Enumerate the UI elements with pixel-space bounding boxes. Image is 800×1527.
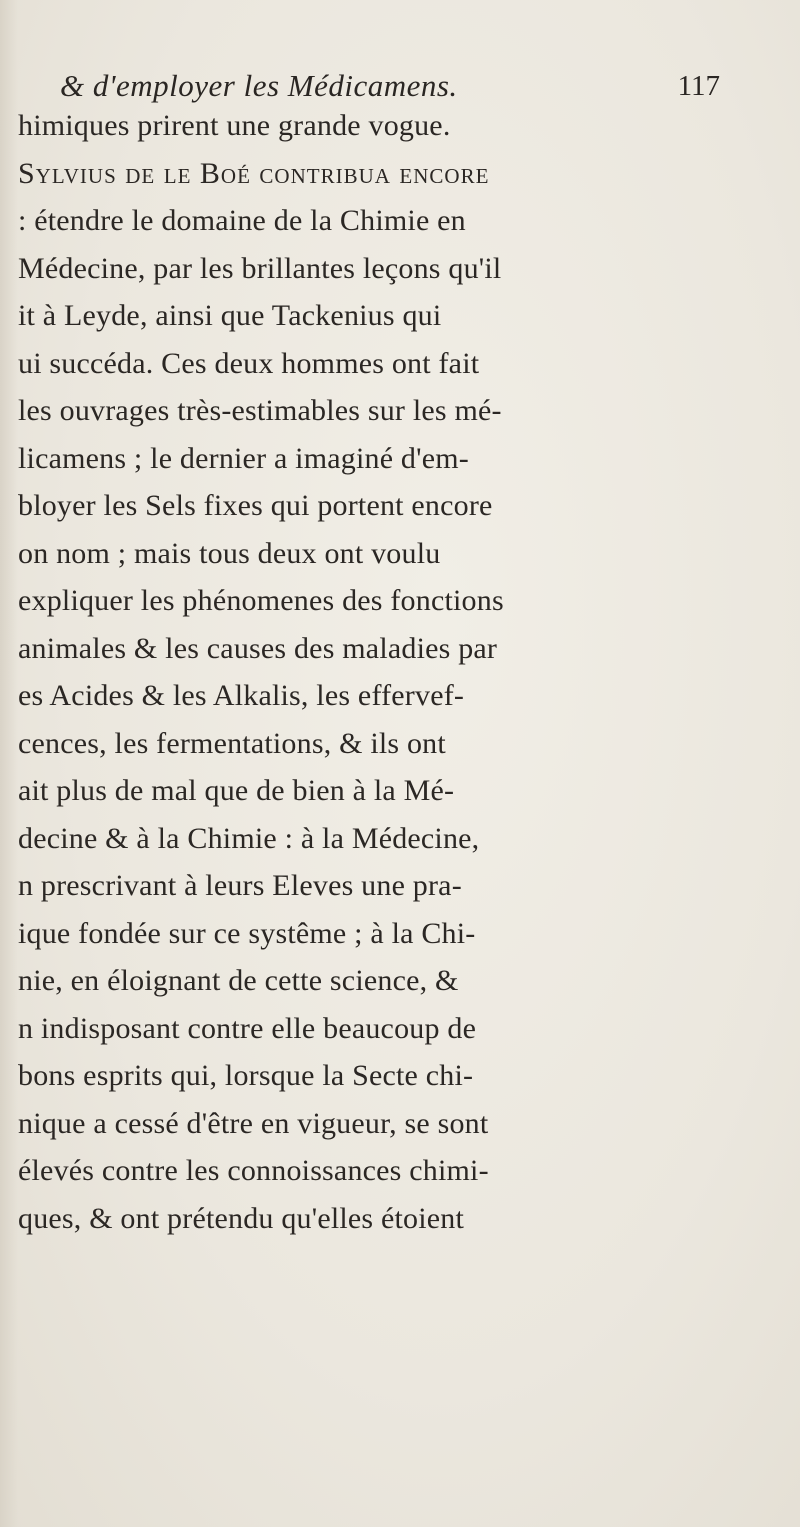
text-line: n prescrivant à leurs Eleves une pra-: [18, 869, 462, 902]
text-line: licamens ; le dernier a imaginé d'em-: [18, 441, 469, 475]
text-line: bloyer les Sels fixes qui portent encore: [18, 489, 493, 522]
text-body: [18, 102, 798, 1242]
text-line: nique a cessé d'être en vigueur, se sont: [18, 1106, 489, 1140]
page-number: 117: [677, 70, 720, 102]
text-line: ques, & ont prétendu qu'elles étoient: [18, 1201, 465, 1235]
text-line: ique fondée sur ce systême ; à la Chi-: [18, 916, 476, 950]
gutter-shadow: [0, 0, 18, 1527]
text-line: Médecine, par les brillantes leçons qu'il: [18, 251, 502, 285]
text-line: Sylvius de le Boé contribua encore: [18, 156, 490, 190]
text-line: expliquer les phénomenes des fonctions: [18, 584, 504, 617]
text-line: : étendre le domaine de la Chimie en: [18, 204, 466, 237]
text-line: on nom ; mais tous deux ont voulu: [18, 536, 441, 570]
text-line: it à Leyde, ainsi que Tackenius qui: [18, 299, 442, 332]
text-line: n indisposant contre elle beaucoup de: [18, 1011, 477, 1045]
text-line: ait plus de mal que de bien à la Mé-: [18, 774, 455, 807]
text-line: les ouvrages très-estimables sur les mé-: [18, 394, 502, 427]
text-line: cences, les fermentations, & ils ont: [18, 726, 446, 760]
text-line: bons esprits qui, lorsque la Secte chi-: [18, 1059, 474, 1092]
text-line: decine & à la Chimie : à la Médecine,: [18, 821, 480, 855]
text-line: élevés contre les connoissances chimi-: [18, 1154, 489, 1187]
running-title: & d'employer les Médicamens.: [60, 68, 458, 103]
text-line: animales & les causes des maladies par: [18, 631, 498, 665]
text-line: es Acides & les Alkalis, les effervef-: [18, 679, 465, 712]
text-line: nie, en éloignant de cette science, &: [18, 964, 459, 997]
text-line: ui succéda. Ces deux hommes ont fait: [18, 346, 480, 380]
text-line: himiques prirent une grande vogue.: [18, 109, 451, 142]
